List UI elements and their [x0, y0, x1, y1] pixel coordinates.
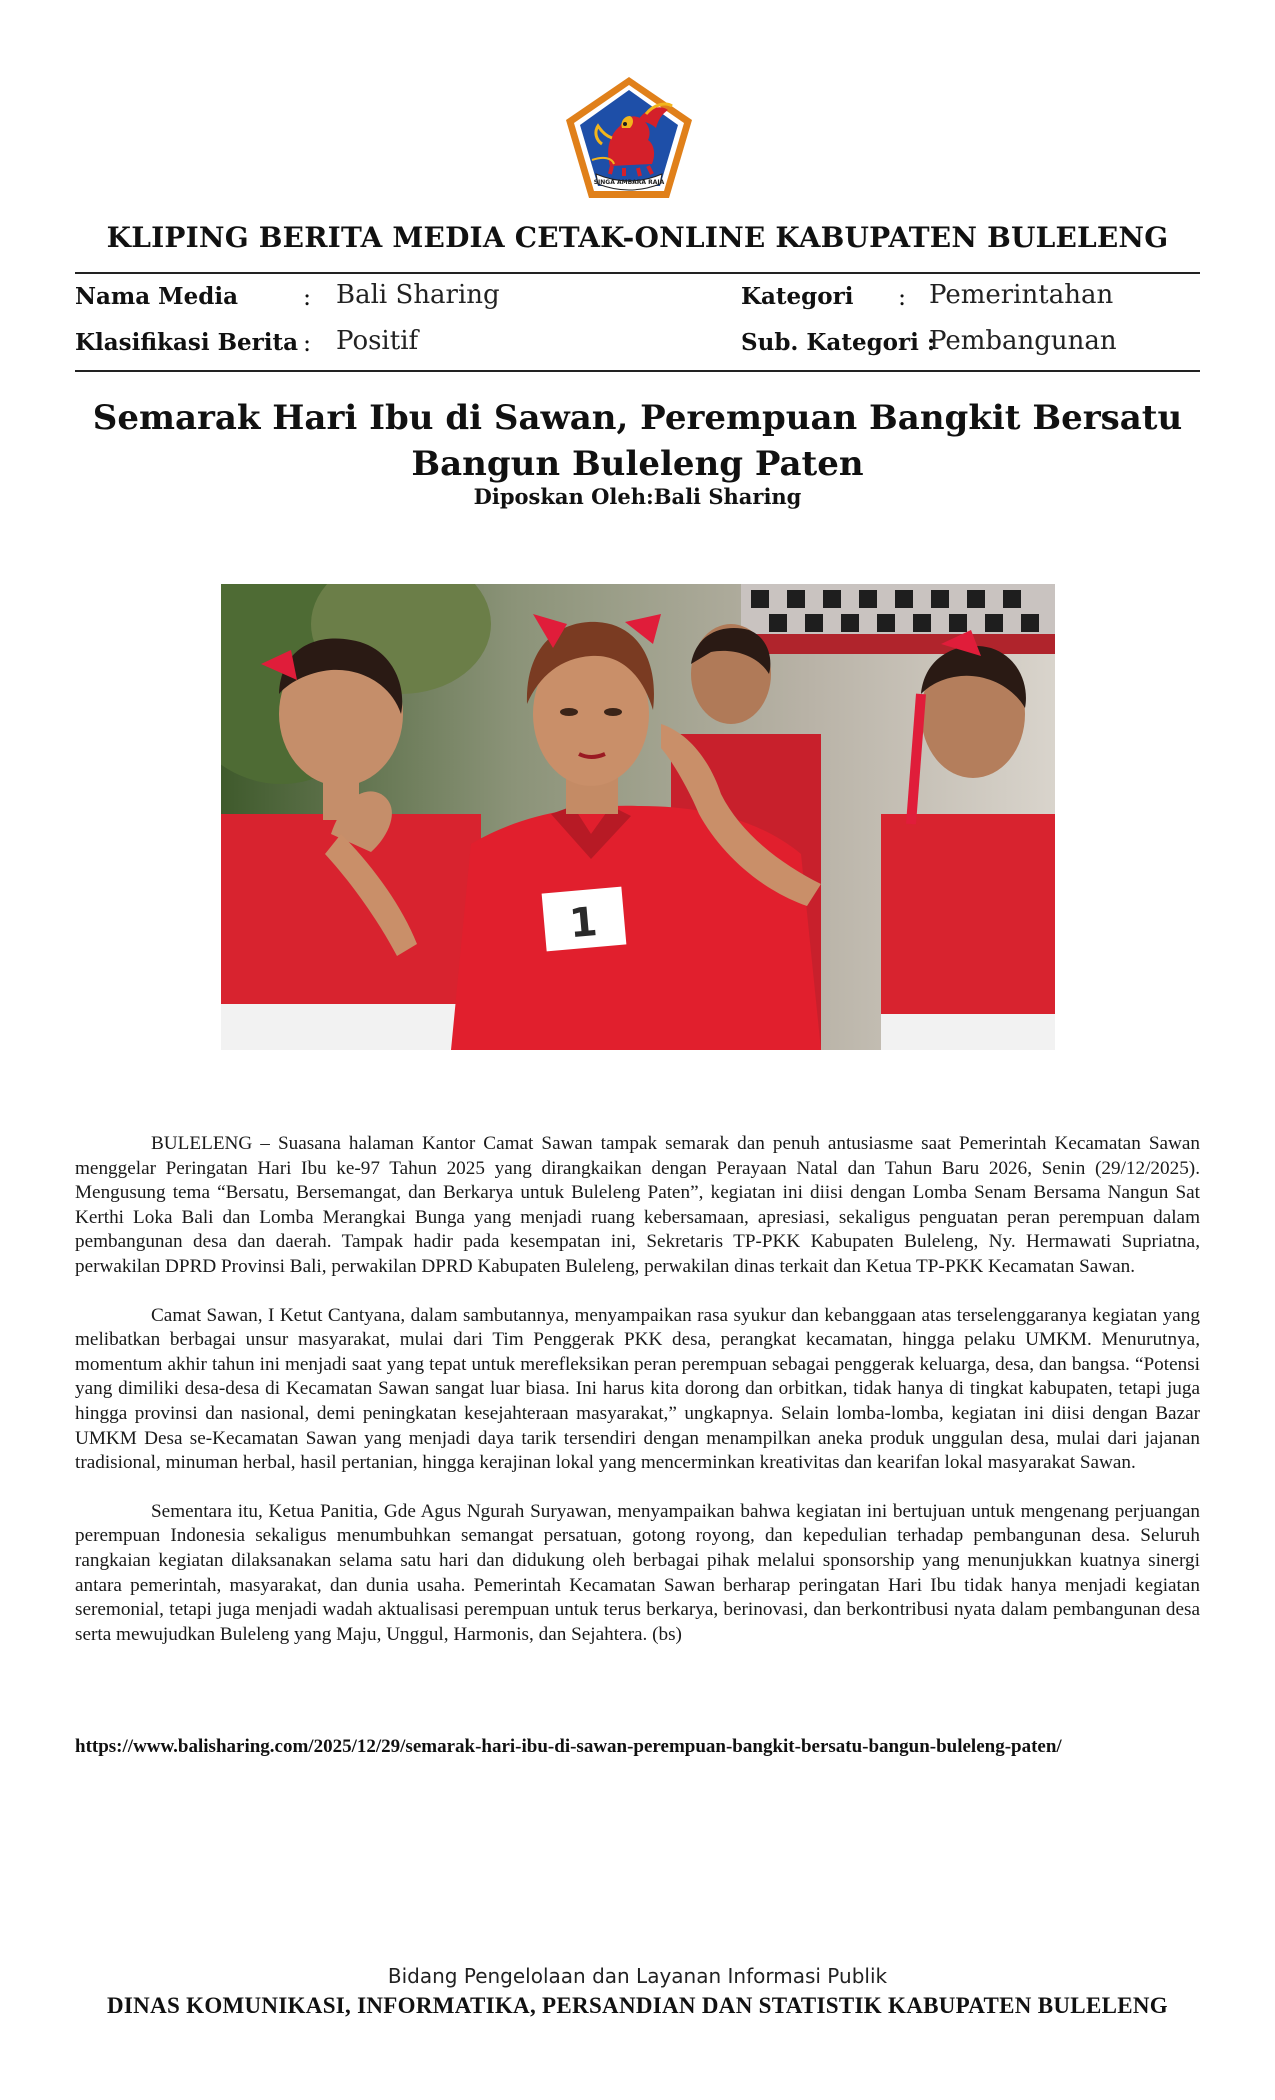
article-byline: Diposkan Oleh:Bali Sharing [473, 484, 802, 509]
classification-label: Klasifikasi Berita [75, 329, 299, 356]
category-label: Kategori [741, 283, 854, 310]
media-value: Bali Sharing [336, 280, 500, 310]
category-colon: : [898, 283, 907, 311]
singa-ambara-raja-emblem-icon [562, 74, 696, 202]
logo-motto: SINGA AMBARA RAJA [593, 179, 665, 186]
article-paragraph-1: BULELENG – Suasana halaman Kantor Camat Sawan tampak semarak dan penuh antusiasme saat Pemerintah Kecamatan Sawan menggelar Peringatan Hari Ibu ke-97 Tahun 2025 yang dirangkaikan dengan Perayaan Natal dan Tahun Baru 2026, Senin (29/12/2025). Mengusung tema “Bersatu, Bersemangat, dan Berkarya untuk Buleleng Paten”, kegiatan ini diisi dengan Lomba Senam Bersama Nangun Sat Kerthi Loka Bali dan Lomba Merangkai Bunga yang menjadi ruang kebersamaan, apresiasi, sekaligus penguatan peran perempuan dalam pembangunan desa dan daerah. Tampak hadir pada kesempatan ini, Sekretaris TP-PKK Kabupaten Buleleng, Ny. Hermawati Supriatna, perwakilan DPRD Provinsi Bali, perwakilan DPRD Kabupaten Buleleng, perwakilan dinas terkait dan Ketua TP-PKK Kecamatan Sawan. [75, 1133, 1200, 1277]
headline-line-1: Semarak Hari Ibu di Sawan, Perempuan Bangkit Bersatu [92, 398, 1183, 438]
header-divider-top [75, 272, 1200, 274]
media-colon: : [303, 283, 312, 311]
headline-line-2: Bangun Buleleng Paten [411, 444, 864, 484]
header-divider-bottom [75, 370, 1200, 372]
classification-value: Positif [336, 326, 419, 356]
footer-agency: DINAS KOMUNIKASI, INFORMATIKA, PERSANDIAN DAN STATISTIK KABUPATEN BULELENG [107, 1993, 1168, 2018]
article-paragraph-3: Sementara itu, Ketua Panitia, Gde Agus Ngurah Suryawan, menyampaikan bahwa kegiatan ini bertujuan untuk mengenang perjuangan perempuan Indonesia sekaligus menumbuhkan semangat persatuan, gotong royong, dan kepedulian terhadap pembangunan desa. Seluruh rangkaian kegiatan dilaksanakan selama satu hari dan didukung oleh berbagai pihak melalui sponsorship yang menunjukkan kuatnya sinergi antara pemerintah, masyarakat, dan dunia usaha. Pemerintah Kecamatan Sawan berharap peringatan Hari Ibu tidak hanya menjadi kegiatan seremonial, tetapi juga menjadi wadah aktualisasi perempuan untuk terus berkarya, berinovasi, dan berkontribusi nyata dalam pembangunan desa serta mewujudkan Buleleng yang Maju, Unggul, Harmonis, dan Sejahtera. (bs) [75, 1500, 1200, 1645]
subcategory-label: Sub. Kategori : [741, 329, 936, 356]
article-body [75, 1132, 1200, 1671]
document-title: KLIPING BERITA MEDIA CETAK-ONLINE KABUPATEN BULELENG [106, 221, 1169, 254]
buleleng-regency-logo [562, 74, 696, 202]
footer-department: Bidang Pengelolaan dan Layanan Informasi Publik [387, 1964, 888, 1988]
article-paragraph-2: Camat Sawan, I Ketut Cantyana, dalam sambutannya, menyampaikan rasa syukur dan kebanggaan atas terselenggaranya kegiatan yang melibatkan berbagai unsur masyarakat, mulai dari Tim Penggerak PKK desa, perangkat kecamatan, hingga pelaku UMKM. Menurutnya, momentum akhir tahun ini menjadi saat yang tepat untuk merefleksikan peran perempuan sebagai penggerak keluarga, desa, dan bangsa. “Potensi yang dimiliki desa-desa di Kecamatan Sawan sangat luar biasa. Ini harus kita dorong dan orbitkan, tidak hanya di tingkat kabupaten, tetapi juga hingga provinsi dan nasional, demi peningkatan kesejahteraan masyarakat,” ungkapnya. Selain lomba-lomba, kegiatan ini diisi dengan Bazar UMKM Desa se-Kecamatan Sawan yang menjadi daya tarik tersendiri dengan menampilkan aneka produk unggulan desa, mulai dari jajanan tradisional, minuman herbal, hasil pertanian, hingga kerajinan lokal yang mencerminkan kreativitas dan kearifan lokal masyarakat Sawan. [75, 1304, 1200, 1474]
article-source-link[interactable]: https://www.balisharing.com/2025/12/29/semarak-hari-ibu-di-sawan-perempuan-bangkit-bersatu-bangun-buleleng-paten/ [75, 1736, 1062, 1757]
media-label: Nama Media [75, 283, 238, 310]
participant-number: 1 [567, 898, 600, 948]
subcategory-value: Pembangunan [929, 326, 1117, 356]
dancers-photo-illustration [221, 584, 1055, 1050]
category-value: Pemerintahan [929, 280, 1114, 310]
classification-colon: : [303, 329, 312, 357]
article-headline [0, 395, 1275, 487]
article-photo [221, 584, 1055, 1050]
